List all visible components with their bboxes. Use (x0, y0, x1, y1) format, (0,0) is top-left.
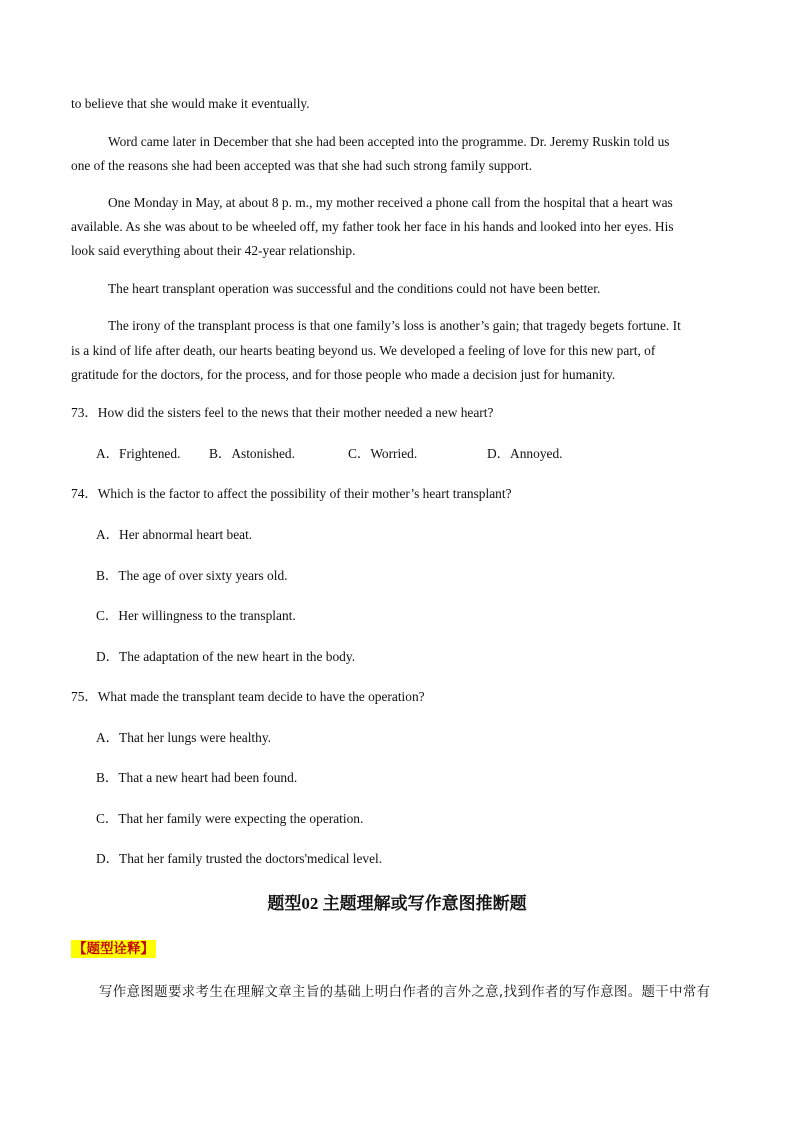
option-d[interactable]: D．The adaptation of the new heart in the body. (96, 649, 356, 664)
option-a[interactable]: A．Frightened. (96, 446, 181, 461)
option-b[interactable]: B．Astonished. (209, 446, 295, 461)
option-a[interactable]: A．Her abnormal heart beat. (96, 527, 253, 542)
section-tag: 【题型诠释】 (73, 941, 154, 957)
passage-line: The heart transplant operation was successful and the conditions could not have been better. (108, 281, 601, 296)
passage-line: to believe that she would make it eventually. (71, 96, 310, 111)
passage-line: The irony of the transplant process is that one family’s loss is another’s gain; that tragedy begets fortune. It (108, 318, 681, 333)
passage-line: one of the reasons she had been accepted was that she had such strong family support. (71, 158, 533, 173)
question-75-stem: 75．What made the transplant team decide to have the operation? (71, 689, 425, 704)
section-heading: 题型02 主题理解或写作意图推断题 (267, 894, 527, 913)
option-a[interactable]: A．That her lungs were healthy. (96, 730, 272, 745)
option-d[interactable]: D．That her family trusted the doctors'medical level. (96, 851, 383, 866)
passage-line: Word came later in December that she had been accepted into the programme. Dr. Jeremy Ruskin told us (108, 134, 670, 149)
option-c[interactable]: C．Her willingness to the transplant. (96, 608, 296, 623)
section-intro-text: 写作意图题要求考生在理解文章主旨的基础上明白作者的言外之意,找到作者的写作意图。题干中常有 (99, 985, 711, 1000)
passage-line: is a kind of life after death, our hearts beating beyond us. We developed a feeling of love for this new part, of (71, 343, 656, 358)
option-d[interactable]: D．Annoyed. (487, 446, 563, 461)
question-73-stem: 73．How did the sisters feel to the news that their mother needed a new heart? (71, 405, 494, 420)
passage-line: One Monday in May, at about 8 p. m., my mother received a phone call from the hospital that a heart was (108, 195, 673, 210)
question-74-stem: 74．Which is the factor to affect the possibility of their mother’s heart transplant? (71, 486, 512, 501)
option-b[interactable]: B．The age of over sixty years old. (96, 568, 288, 583)
passage-line: available. As she was about to be wheeled off, my father took her face in his hands and looked into her eyes. His (71, 219, 674, 234)
option-c[interactable]: C．Worried. (348, 446, 418, 461)
passage-line: gratitude for the doctors, for the process, and for those people who made a decision just for humanity. (71, 367, 616, 382)
option-c[interactable]: C．That her family were expecting the operation. (96, 811, 364, 826)
passage-line: look said everything about their 42-year relationship. (71, 243, 356, 258)
option-b[interactable]: B．That a new heart had been found. (96, 770, 298, 785)
